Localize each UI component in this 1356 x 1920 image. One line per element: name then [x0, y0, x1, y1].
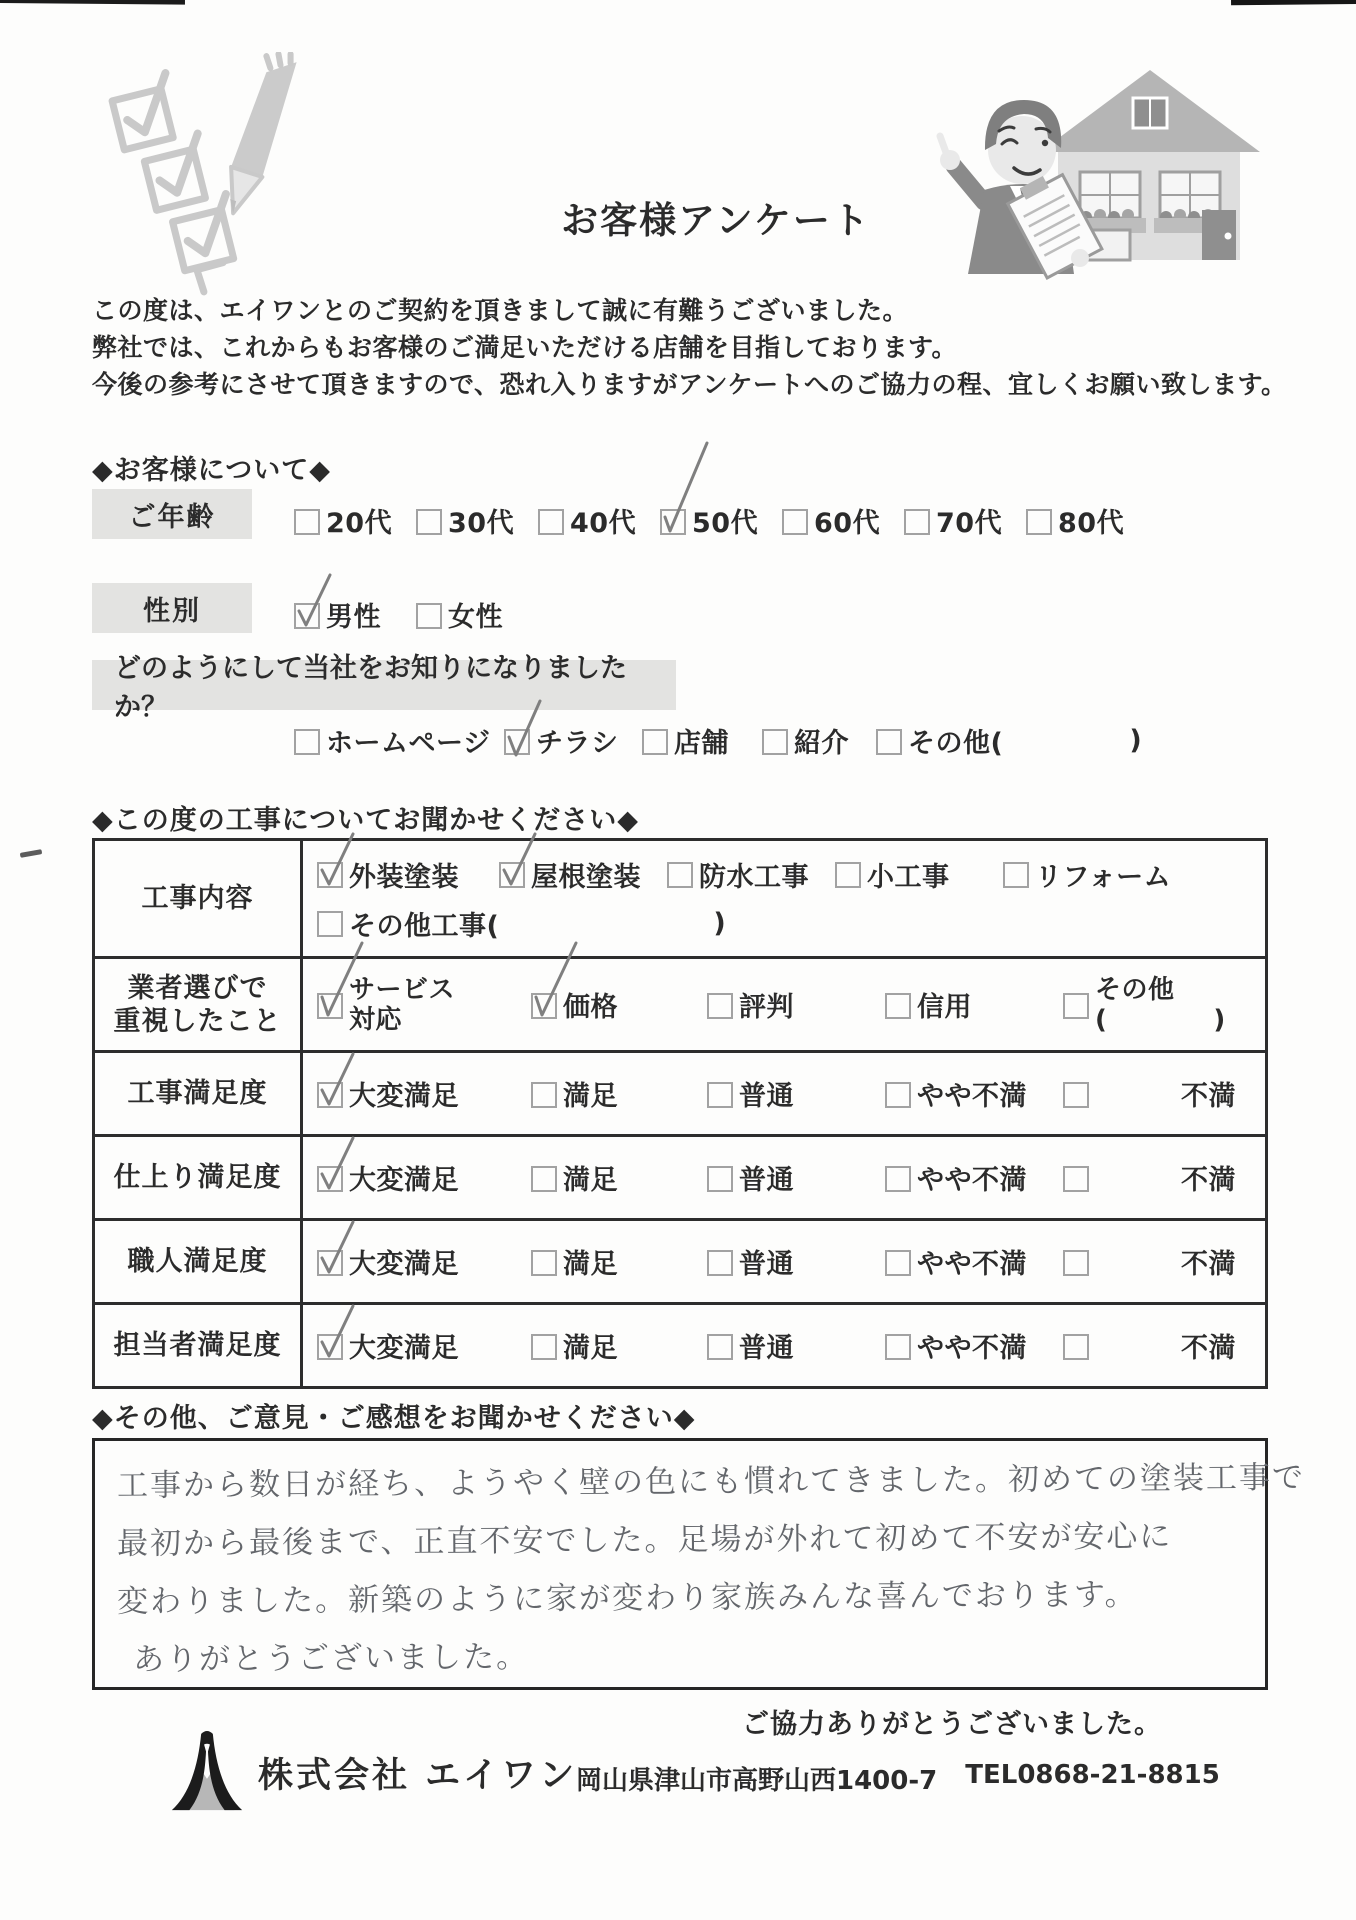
- handwritten-comment-line: 工事から数日が経ち、ようやく壁の色にも慣れてきました。初めての塗装工事で: [116, 1459, 1306, 1504]
- table-row-work-content: [95, 841, 1265, 956]
- table-row-finish-satisfaction: [95, 1134, 1265, 1218]
- checkbox-reputation[interactable]: [707, 993, 733, 1019]
- checkbox-50s[interactable]: [660, 509, 686, 535]
- option-somewhat-dissatisfied: やや不満: [885, 1074, 1063, 1113]
- option-neutral: 普通: [707, 1074, 885, 1113]
- checkbox-neutral[interactable]: [707, 1250, 733, 1276]
- check-mark: [315, 1130, 359, 1196]
- company-name: 株式会社 エイワン: [258, 1756, 578, 1796]
- option-dissatisfied: 不満: [1063, 1158, 1236, 1197]
- table-row-craftsman-satisfaction: [95, 1218, 1265, 1302]
- checkbox-satisfied[interactable]: [531, 1166, 557, 1192]
- checkbox-satisfied[interactable]: [531, 1082, 557, 1108]
- gender-option-female: 女性: [416, 595, 538, 634]
- option-satisfied: 満足: [531, 1326, 707, 1365]
- source-option-homepage: ホームページ: [294, 721, 504, 760]
- check-mark: [497, 826, 541, 892]
- checkbox-flyer[interactable]: [504, 729, 530, 755]
- source-option-store: 店舗: [642, 721, 762, 760]
- check-mark: [528, 923, 584, 1023]
- option-small-work: 小工事: [835, 855, 1003, 894]
- checkbox-referral[interactable]: [762, 729, 788, 755]
- checkbox-neutral[interactable]: [707, 1334, 733, 1360]
- option-neutral: 普通: [707, 1326, 885, 1365]
- option-waterproof: 防水工事: [667, 855, 835, 894]
- checkbox-dissatisfied[interactable]: [1063, 1334, 1089, 1360]
- source-question-label: どのようにして当社をお知りになりましたか？: [92, 660, 676, 710]
- scan-artifact-dash: [20, 849, 43, 858]
- check-mark: [315, 1046, 359, 1112]
- satisfaction-options: [317, 1242, 1265, 1281]
- checkbox-price[interactable]: [531, 993, 557, 1019]
- checkbox-dissatisfied[interactable]: [1063, 1082, 1089, 1108]
- row-label: 仕上り満足度: [95, 1137, 303, 1218]
- section-customer-heading: ◆お客様について◆: [92, 455, 331, 486]
- check-mark: [314, 923, 370, 1023]
- checkbox-satisfied[interactable]: [531, 1250, 557, 1276]
- checklist-pen-illustration: [85, 52, 347, 304]
- intro-line-3: 今後の参考にさせて頂きますので、恐れ入りますがアンケートへのご協力の程、宜しくお願い致します。: [92, 370, 1287, 399]
- checkbox-trust[interactable]: [885, 993, 911, 1019]
- closing-thanks: ご協力ありがとうございました。: [742, 1709, 1162, 1740]
- check-mark: [315, 826, 359, 892]
- handwritten-comment-line: ありがとうございました。: [132, 1639, 530, 1678]
- intro-text: [92, 292, 1287, 403]
- scan-artifact-top-right: [1231, 0, 1356, 5]
- age-label: ご年齢: [92, 489, 252, 539]
- option-satisfied: 満足: [531, 1158, 707, 1197]
- option-neutral: 普通: [707, 1158, 885, 1197]
- intro-line-1: この度は、エイワンとのご契約を頂きまして誠に有難うございました。: [92, 296, 909, 325]
- company-logo-mountain-icon: [166, 1730, 248, 1814]
- check-mark: [315, 1298, 359, 1364]
- option-very-satisfied: 大変満足: [317, 1074, 531, 1113]
- row-label: 担当者満足度: [95, 1305, 303, 1386]
- intro-line-2: 弊社では、これからもお客様のご満足いただける店舗を目指しております。: [92, 333, 958, 362]
- checkbox-exterior-paint[interactable]: [317, 862, 343, 888]
- option-satisfied: 満足: [531, 1242, 707, 1281]
- satisfaction-options: [317, 1326, 1265, 1365]
- checkbox-somewhat-dissatisfied[interactable]: [885, 1250, 911, 1276]
- age-option-50s: 50代: [660, 501, 782, 540]
- checkbox-store[interactable]: [642, 729, 668, 755]
- checkbox-waterproof[interactable]: [667, 862, 693, 888]
- checkbox-very-satisfied[interactable]: [317, 1250, 343, 1276]
- comment-box: [92, 1438, 1306, 1690]
- checkbox-dissatisfied[interactable]: [1063, 1250, 1089, 1276]
- checkbox-40s[interactable]: [538, 509, 564, 535]
- option-somewhat-dissatisfied: やや不満: [885, 1242, 1063, 1281]
- option-criteria-other: その他 ( ): [1063, 975, 1226, 1035]
- satisfaction-options: [317, 1074, 1265, 1113]
- checkbox-80s[interactable]: [1026, 509, 1052, 535]
- age-options: [294, 501, 1148, 540]
- option-dissatisfied: 不満: [1063, 1326, 1236, 1365]
- checkbox-very-satisfied[interactable]: [317, 1166, 343, 1192]
- option-satisfied: 満足: [531, 1074, 707, 1113]
- option-dissatisfied: 不満: [1063, 1242, 1236, 1281]
- checkbox-female[interactable]: [416, 603, 442, 629]
- handwritten-comment-line: 変わりました。新築のように家が変わり家族みんな喜んでおります。: [116, 1576, 1138, 1620]
- check-mark: [292, 567, 336, 633]
- checkbox-very-satisfied[interactable]: [317, 1082, 343, 1108]
- checkbox-20s[interactable]: [294, 509, 320, 535]
- checkbox-neutral[interactable]: [707, 1082, 733, 1108]
- salesman-house-illustration: [928, 60, 1292, 288]
- gender-label: 性別: [92, 583, 252, 633]
- option-very-satisfied: 大変満足: [317, 1158, 531, 1197]
- checkbox-neutral[interactable]: [707, 1166, 733, 1192]
- option-roof-paint: 屋根塗装: [499, 855, 667, 894]
- option-service: サービス 対応: [317, 975, 531, 1035]
- age-option-70s: 70代: [904, 501, 1026, 540]
- checkbox-70s[interactable]: [904, 509, 930, 535]
- checkbox-small-work[interactable]: [835, 862, 861, 888]
- source-option-flyer: チラシ: [504, 721, 642, 760]
- gender-options: [294, 595, 538, 634]
- checkbox-service[interactable]: [317, 993, 343, 1019]
- age-option-80s: 80代: [1026, 501, 1148, 540]
- checkbox-30s[interactable]: [416, 509, 442, 535]
- satisfaction-options: [317, 1158, 1265, 1197]
- age-option-60s: 60代: [782, 501, 904, 540]
- age-option-40s: 40代: [538, 501, 660, 540]
- option-somewhat-dissatisfied: やや不満: [885, 1326, 1063, 1365]
- checkbox-somewhat-dissatisfied[interactable]: [885, 1334, 911, 1360]
- gender-option-male: 男性: [294, 595, 416, 634]
- option-trust: 信用: [885, 985, 1063, 1024]
- row-label: 工事満足度: [95, 1053, 303, 1134]
- table-row-rep-satisfaction: [95, 1302, 1265, 1386]
- checkbox-criteria-other[interactable]: [1063, 993, 1089, 1019]
- row-label: 業者選びで 重視したこと: [95, 959, 303, 1050]
- table-row-work-satisfaction: [95, 1050, 1265, 1134]
- criteria-options: [317, 975, 1265, 1035]
- handwritten-comment-line: 最初から最後まで、正直不安でした。足場が外れて初めて不安が安心に: [116, 1518, 1173, 1562]
- section-work-heading: ◆この度の工事についてお聞かせください◆: [92, 805, 639, 836]
- check-mark: [502, 693, 546, 759]
- source-option-referral: 紹介: [762, 721, 876, 760]
- table-row-criteria: [95, 956, 1265, 1050]
- option-dissatisfied: 不満: [1063, 1074, 1236, 1113]
- checkbox-reform[interactable]: [1003, 862, 1029, 888]
- option-somewhat-dissatisfied: やや不満: [885, 1158, 1063, 1197]
- age-option-20s: 20代: [294, 501, 416, 540]
- close-paren: ): [713, 907, 726, 939]
- scan-artifact-top-left: [0, 0, 185, 5]
- option-other-work: その他工事( ): [317, 904, 726, 943]
- option-very-satisfied: 大変満足: [317, 1326, 531, 1365]
- checkbox-source-other[interactable]: [876, 729, 902, 755]
- source-options: [294, 721, 1142, 760]
- option-price: 価格: [531, 985, 707, 1024]
- row-label: 職人満足度: [95, 1221, 303, 1302]
- check-mark: [657, 439, 713, 539]
- page-title: お客様アンケート: [561, 199, 871, 242]
- checkbox-roof-paint[interactable]: [499, 862, 525, 888]
- checkbox-very-satisfied[interactable]: [317, 1334, 343, 1360]
- company-tel: TEL0868-21-8815: [965, 1760, 1220, 1790]
- work-survey-table: [92, 838, 1268, 1389]
- option-exterior-paint: 外装塗装: [317, 855, 499, 894]
- section-comments-heading: ◆その他、ご意見・ご感想をお聞かせください◆: [92, 1403, 696, 1434]
- company-contact: [576, 1760, 1220, 1797]
- checkbox-dissatisfied[interactable]: [1063, 1166, 1089, 1192]
- checkbox-somewhat-dissatisfied[interactable]: [885, 1166, 911, 1192]
- option-very-satisfied: 大変満足: [317, 1242, 531, 1281]
- checkbox-male[interactable]: [294, 603, 320, 629]
- checkbox-satisfied[interactable]: [531, 1334, 557, 1360]
- work-content-other: [317, 904, 1265, 943]
- option-reputation: 評判: [707, 985, 885, 1024]
- checkbox-60s[interactable]: [782, 509, 808, 535]
- company-address: 岡山県津山市高野山西1400-7: [576, 1766, 938, 1796]
- checkbox-homepage[interactable]: [294, 729, 320, 755]
- row-label: 工事内容: [95, 841, 303, 956]
- close-paren: ): [1129, 725, 1142, 756]
- age-option-30s: 30代: [416, 501, 538, 540]
- work-content-options: [317, 855, 1265, 894]
- checkbox-somewhat-dissatisfied[interactable]: [885, 1082, 911, 1108]
- option-reform: リフォーム: [1003, 855, 1171, 894]
- option-neutral: 普通: [707, 1242, 885, 1281]
- source-option-other: その他( ): [876, 721, 1142, 760]
- check-mark: [315, 1214, 359, 1280]
